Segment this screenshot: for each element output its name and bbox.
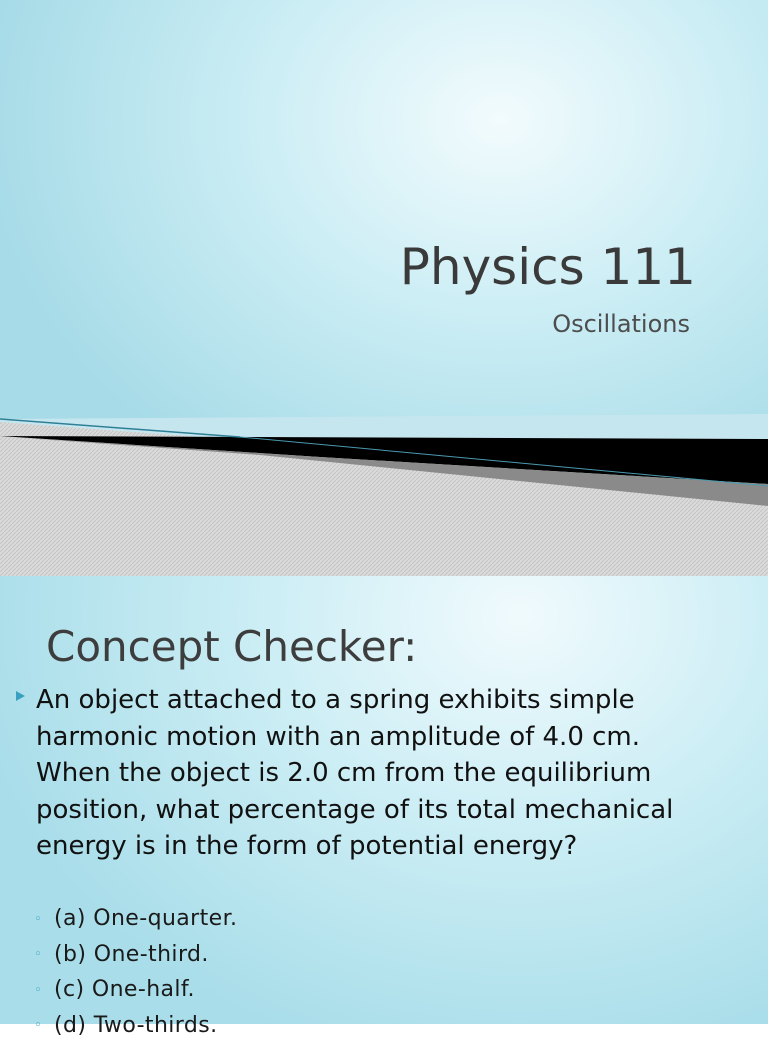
option-item: [34, 972, 237, 1008]
question-bullet-item: [14, 682, 714, 865]
circle-bullet-icon: ◦: [34, 1008, 54, 1043]
concept-checker-slide: [0, 576, 768, 1024]
answer-options: [34, 901, 237, 1043]
option-item: [34, 1008, 237, 1043]
option-label: (a) One-quarter.: [54, 906, 237, 931]
circle-bullet-icon: ◦: [34, 902, 54, 937]
circle-bullet-icon: ◦: [34, 973, 54, 1008]
question-text: An object attached to a spring exhibits simple harmonic motion with an amplitude of 4.0 cm. When the object is 2.0 cm from the equilibrium position, what percentage of its total mechanical energy is in the form of potential energy?: [36, 682, 714, 865]
slide-subtitle: Oscillations: [552, 310, 690, 338]
option-item: [34, 901, 237, 937]
option-label: (c) One-half.: [54, 977, 195, 1002]
arrow-bullet-icon: [14, 690, 26, 702]
option-label: (d) Two-thirds.: [54, 1013, 217, 1038]
option-label: (b) One-third.: [54, 942, 209, 967]
slide-title: Physics 111: [400, 238, 696, 296]
concept-heading: Concept Checker:: [46, 622, 417, 671]
circle-bullet-icon: ◦: [34, 937, 54, 972]
option-item: [34, 937, 237, 973]
